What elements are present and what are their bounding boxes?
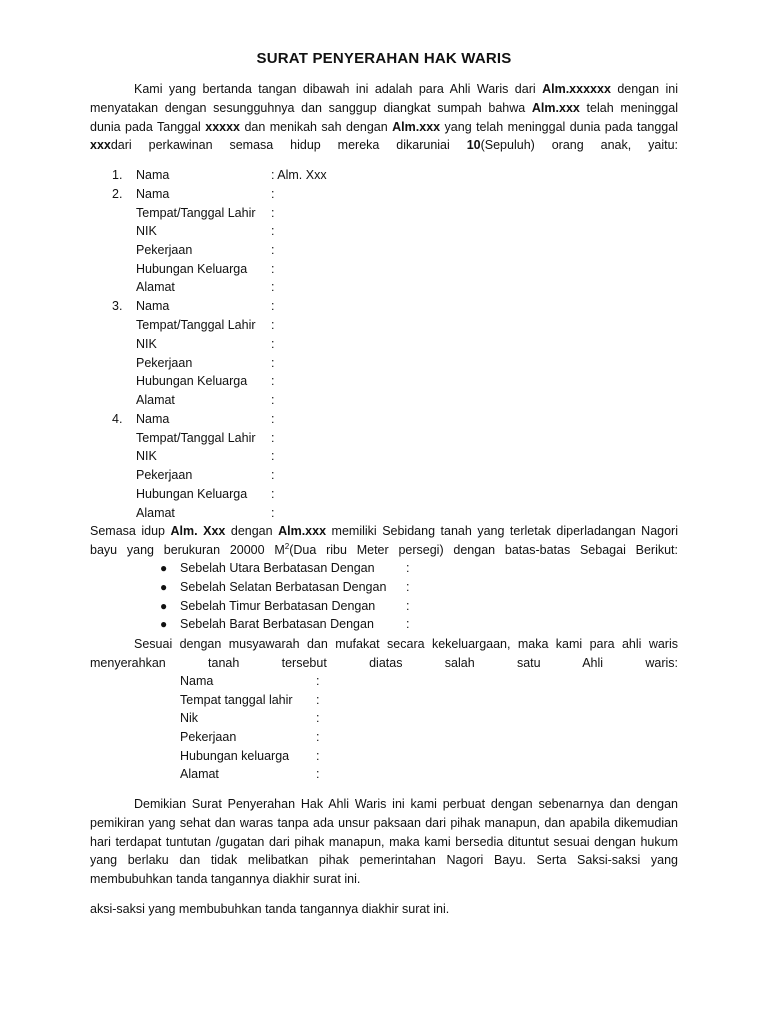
heir-number: 2. bbox=[112, 187, 123, 201]
recipient-value: : bbox=[316, 767, 320, 781]
field-label: Pekerjaan bbox=[136, 468, 193, 482]
heir-number: 1. bbox=[112, 168, 123, 182]
spouse-name: Alm.xxx bbox=[392, 119, 441, 134]
spouse-death-date: xxx bbox=[90, 138, 111, 153]
field-value: : bbox=[271, 187, 275, 201]
field-value: : bbox=[271, 262, 275, 276]
field-value: : bbox=[271, 506, 275, 520]
border-label: Sebelah Selatan Berbatasan Dengan bbox=[180, 580, 387, 594]
field-label: Tempat/Tanggal Lahir bbox=[136, 431, 256, 445]
field-label: Tempat/Tanggal Lahir bbox=[136, 206, 256, 220]
bullet-icon: ● bbox=[160, 580, 168, 594]
deceased-name: Alm.xxx bbox=[531, 100, 580, 115]
deceased-name: Alm. Xxx bbox=[170, 524, 226, 538]
document-title: SURAT PENYERAHAN HAK WARIS bbox=[256, 50, 512, 67]
recipient-value: : bbox=[316, 711, 320, 725]
handover-paragraph: Sesuai dengan musyawarah dan mufakat secara kekeluargaan, maka kami para ahli waris menyerahkan tanah tersebut diatas salah satu Ahli waris: bbox=[90, 637, 678, 670]
intro-paragraph bbox=[90, 80, 678, 155]
border-label: Sebelah Timur Berbatasan Dengan bbox=[180, 599, 376, 613]
border-value: : bbox=[406, 617, 410, 631]
bullet-icon: ● bbox=[160, 561, 168, 575]
field-value: : bbox=[271, 318, 275, 332]
intro-text: Kami yang bertanda tangan dibawah ini adalah para Ahli Waris dari bbox=[134, 82, 543, 96]
closing-paragraph: Demikian Surat Penyerahan Hak Ahli Waris ini kami perbuat dengan sebenarnya dan dengan pemikiran yang sehat dan waras tanpa ada unsur paksaan dari pihak manapun, dan apabila dikemudian hari terdapat tuntutan /gugatan dari pihak manapun, maka kami bersedia dituntut sesuai dengan hukum yang berlaku dan tidak melibatkan pihak pemerintahan Nagori Bayu. Serta Saksi-saksi yang membubuhkan tanda tangannya diakhir surat ini. bbox=[90, 797, 678, 887]
land-paragraph bbox=[90, 522, 678, 560]
field-value: : bbox=[271, 206, 275, 220]
field-value: : bbox=[271, 280, 275, 294]
field-label: Hubungan Keluarga bbox=[136, 374, 248, 388]
field-label: Nama bbox=[136, 299, 170, 313]
intro-text: (Sepuluh) orang anak, yaitu: bbox=[480, 138, 678, 153]
field-value: : bbox=[271, 243, 275, 257]
field-value: : Alm. Xxx bbox=[271, 168, 327, 182]
border-label: Sebelah Barat Berbatasan Dengan bbox=[180, 617, 374, 631]
field-label: Nama bbox=[136, 187, 170, 201]
border-value: : bbox=[406, 580, 410, 594]
recipient-value: : bbox=[316, 693, 320, 707]
field-label: Pekerjaan bbox=[136, 356, 193, 370]
spouse-name: Alm.xxx bbox=[278, 524, 327, 538]
deceased-name: Alm.xxxxxx bbox=[542, 82, 611, 96]
recipient-value: : bbox=[316, 674, 320, 688]
field-value: : bbox=[271, 412, 275, 426]
heir-number: 3. bbox=[112, 299, 123, 313]
children-count: 10 bbox=[466, 138, 481, 153]
recipient-label: Alamat bbox=[180, 767, 219, 781]
field-value: : bbox=[271, 224, 275, 238]
intro-text: dari perkawinan semasa hidup mereka dikaruniai bbox=[110, 138, 467, 153]
land-text: (Dua ribu Meter persegi) dengan batas-batas Sebagai Berikut: bbox=[289, 542, 678, 557]
heir-number: 4. bbox=[112, 412, 123, 426]
field-value: : bbox=[271, 393, 275, 407]
bullet-icon: ● bbox=[160, 599, 168, 613]
death-date: xxxxx bbox=[205, 119, 241, 134]
footer-fragment: aksi-saksi yang membubuhkan tanda tangannya diakhir surat ini. bbox=[90, 902, 450, 916]
field-value: : bbox=[271, 468, 275, 482]
field-value: : bbox=[271, 299, 275, 313]
intro-text: dan menikah sah dengan bbox=[240, 119, 393, 134]
field-label: NIK bbox=[136, 224, 157, 238]
recipient-value: : bbox=[316, 730, 320, 744]
field-label: Nama bbox=[136, 412, 170, 426]
land-text: dengan bbox=[225, 524, 279, 538]
field-label: Pekerjaan bbox=[136, 243, 193, 257]
border-value: : bbox=[406, 599, 410, 613]
recipient-label: Tempat tanggal lahir bbox=[180, 693, 293, 707]
field-label: Tempat/Tanggal Lahir bbox=[136, 318, 256, 332]
field-label: Hubungan Keluarga bbox=[136, 262, 248, 276]
intro-text: yang telah meninggal dunia pada tanggal bbox=[440, 119, 678, 134]
field-value: : bbox=[271, 487, 275, 501]
field-label: Alamat bbox=[136, 506, 175, 520]
recipient-label: Pekerjaan bbox=[180, 730, 237, 744]
land-text: Semasa idup bbox=[90, 524, 171, 538]
recipient-label: Nik bbox=[180, 711, 199, 725]
land-text: memiliki Sebidang tanah yang terletak diperladangan Nagori bayu yang berukuran 20000 M bbox=[90, 524, 678, 557]
area-exponent: 2 bbox=[284, 541, 290, 551]
field-label: Alamat bbox=[136, 280, 175, 294]
field-label: Nama bbox=[136, 168, 170, 182]
border-value: : bbox=[406, 561, 410, 575]
field-value: : bbox=[271, 431, 275, 445]
intro-text: dengan ini menyatakan dengan sesungguhnya dan sanggup diangkat sumpah bahwa bbox=[90, 82, 678, 115]
field-value: : bbox=[271, 356, 275, 370]
field-value: : bbox=[271, 337, 275, 351]
field-value: : bbox=[271, 449, 275, 463]
field-label: Alamat bbox=[136, 393, 175, 407]
recipient-label: Nama bbox=[180, 674, 214, 688]
recipient-label: Hubungan keluarga bbox=[180, 749, 290, 763]
field-label: NIK bbox=[136, 449, 157, 463]
recipient-value: : bbox=[316, 749, 320, 763]
field-label: NIK bbox=[136, 337, 157, 351]
intro-text: telah meninggal dunia pada Tanggal bbox=[90, 100, 678, 134]
bullet-icon: ● bbox=[160, 617, 168, 631]
field-label: Hubungan Keluarga bbox=[136, 487, 248, 501]
field-value: : bbox=[271, 374, 275, 388]
border-label: Sebelah Utara Berbatasan Dengan bbox=[180, 561, 375, 575]
